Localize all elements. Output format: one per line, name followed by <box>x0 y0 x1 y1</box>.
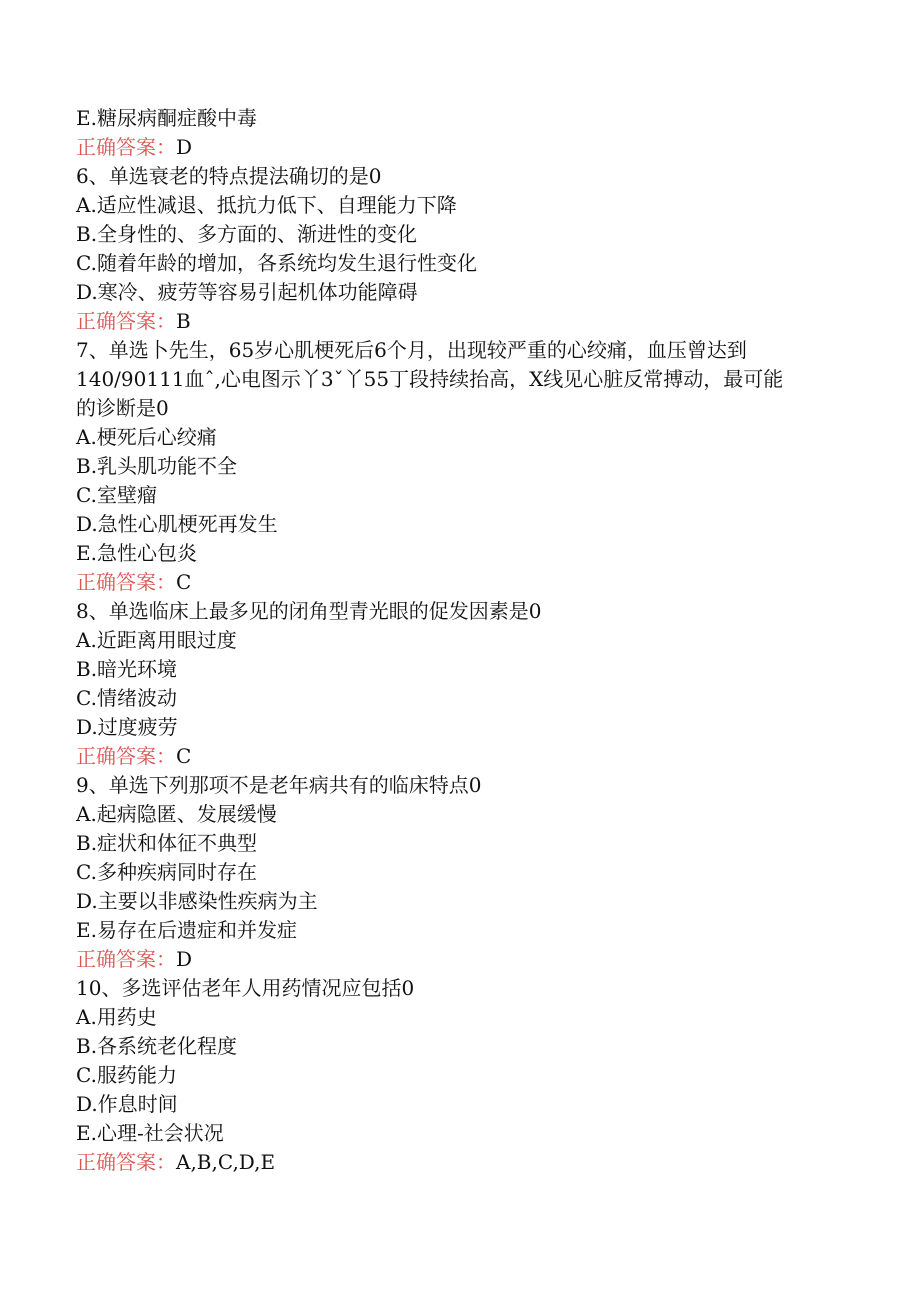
answer-6 <box>76 307 846 336</box>
option-7a: A.梗死后心绞痛 <box>76 425 217 449</box>
answer-10 <box>76 1148 846 1177</box>
option-7d: D.急性心肌梗死再发生 <box>76 512 278 536</box>
answer-value: A,B,C,D,E <box>176 1150 276 1174</box>
option-6c: C.随着年龄的增加，各系统均发生退行性变化 <box>76 251 477 275</box>
option-7b: B.乳头肌功能不全 <box>76 454 238 478</box>
answer-label: 正确答案： <box>76 744 176 768</box>
option-10d: D.作息时间 <box>76 1092 178 1116</box>
answer-label: 正确答案： <box>76 309 176 333</box>
option-8d: D.过度疲劳 <box>76 715 178 739</box>
question-9: 9、单选下列那项不是老年病共有的临床特点0 <box>76 773 482 797</box>
option-8c: C.情绪波动 <box>76 686 177 710</box>
option-6b: B.全身性的、多方面的、渐进性的变化 <box>76 222 418 246</box>
answer-value: C <box>176 570 192 594</box>
answer-value: D <box>176 135 193 159</box>
option-7e: E.急性心包炎 <box>76 541 197 565</box>
option-10b: B.各系统老化程度 <box>76 1034 238 1058</box>
answer-value: D <box>176 947 193 971</box>
answer-9 <box>76 945 846 974</box>
question-6: 6、单选衰老的特点提法确切的是0 <box>76 164 382 188</box>
answer-value: C <box>176 744 192 768</box>
answer-value: B <box>176 309 191 333</box>
option-9c: C.多种疾病同时存在 <box>76 860 257 884</box>
option-8b: B.暗光环境 <box>76 657 178 681</box>
option-8a: A.近距离用眼过度 <box>76 628 237 652</box>
option-7c: C.室壁瘤 <box>76 483 157 507</box>
option-9a: A.起病隐匿、发展缓慢 <box>76 802 277 826</box>
question-7-line-1: 7、单选卜先生，65岁心肌梗死后6个月，出现较严重的心绞痛，血压曾达到 <box>76 338 747 362</box>
option-10a: A.用药史 <box>76 1005 157 1029</box>
answer-5 <box>76 133 846 162</box>
option-10c: C.服药能力 <box>76 1063 177 1087</box>
option-9b: B.症状和体征不典型 <box>76 831 258 855</box>
question-7-line-2: 140/90111血ˆ,心电图示丫3ˇ丫55丁段持续抬高，X线见心脏反常搏动，最可能 <box>76 367 784 391</box>
option-6a: A.适应性减退、抵抗力低下、自理能力下降 <box>76 193 457 217</box>
answer-7 <box>76 568 846 597</box>
option-10e: E.心理-社会状况 <box>76 1121 224 1145</box>
answer-8 <box>76 742 846 771</box>
option-5e: E.糖尿病酮症酸中毒 <box>76 106 257 130</box>
option-6d: D.寒冷、疲劳等容易引起机体功能障碍 <box>76 280 418 304</box>
question-8: 8、单选临床上最多见的闭角型青光眼的促发因素是0 <box>76 599 542 623</box>
answer-label: 正确答案： <box>76 570 176 594</box>
option-9d: D.主要以非感染性疾病为主 <box>76 889 318 913</box>
question-10: 10、多选评估老年人用药情况应包括0 <box>76 976 415 1000</box>
answer-label: 正确答案： <box>76 135 176 159</box>
answer-label: 正确答案： <box>76 947 176 971</box>
answer-label: 正确答案： <box>76 1150 176 1174</box>
option-9e: E.易存在后遗症和并发症 <box>76 918 297 942</box>
question-list <box>76 104 846 1177</box>
question-7-line-3: 的诊断是0 <box>76 396 169 420</box>
